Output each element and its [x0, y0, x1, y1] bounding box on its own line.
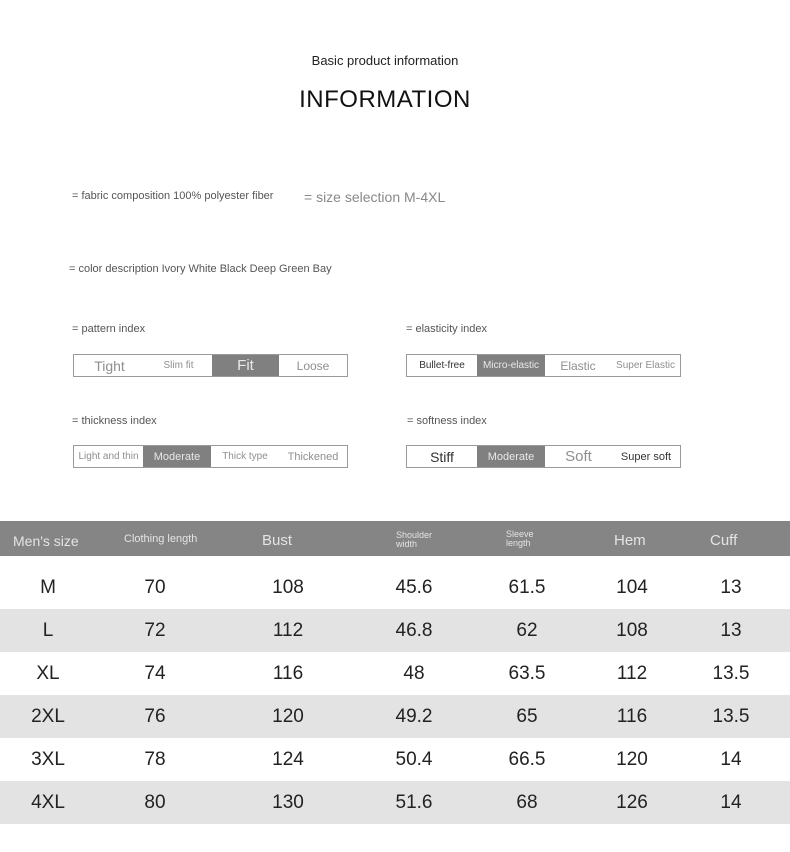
fabric-composition: = fabric composition 100% polyester fiber [72, 190, 274, 202]
cell-sleeve-length: 65 [516, 706, 538, 727]
cell-size: M [40, 577, 56, 598]
cell-hem: 126 [616, 792, 648, 813]
header-bust: Bust [262, 532, 293, 549]
softness-option-moderate: Moderate [477, 446, 545, 467]
cell-bust: 120 [272, 706, 304, 727]
table-row [0, 566, 790, 609]
color-description: = color description Ivory White Black Deep Green Bay [69, 263, 332, 275]
pattern-option-tight: Tight [94, 357, 125, 374]
table-row [0, 738, 790, 781]
cell-cuff: 14 [720, 792, 742, 813]
cell-shoulder-width: 51.6 [395, 792, 433, 813]
pattern-index-label: = pattern index [72, 323, 146, 335]
cell-clothing-length: 80 [144, 792, 166, 813]
cell-hem: 116 [616, 706, 648, 727]
pattern-option-slim-fit: Slim fit [163, 360, 194, 371]
cell-bust: 112 [272, 620, 304, 641]
header-sleeve-length: Sleeve length [506, 529, 534, 548]
thickness-option-moderate: Moderate [143, 446, 211, 467]
softness-option-super-soft: Super soft [620, 450, 672, 463]
cell-shoulder-width: 49.2 [395, 706, 433, 727]
cell-cuff: 13.5 [712, 706, 750, 727]
elasticity-index-label: = elasticity index [406, 323, 488, 335]
cell-clothing-length: 76 [144, 706, 166, 727]
cell-hem: 112 [616, 663, 648, 684]
thickness-index-scale [73, 445, 348, 468]
cell-sleeve-length: 61.5 [508, 577, 546, 598]
size-selection: = size selection M-4XL [304, 189, 446, 205]
softness-option-stiff: Stiff [430, 448, 454, 465]
cell-bust: 124 [272, 749, 304, 770]
cell-shoulder-width: 48 [403, 663, 425, 684]
cell-size: 2XL [31, 706, 65, 727]
pattern-option-loose: Loose [296, 358, 330, 373]
elasticity-option-bullet-free: Bullet-free [419, 360, 465, 371]
header-hem: Hem [614, 532, 646, 549]
cell-cuff: 13.5 [712, 663, 750, 684]
cell-clothing-length: 72 [144, 620, 166, 641]
header-shoulder-width: Shoulder width [396, 530, 433, 549]
cell-sleeve-length: 68 [516, 792, 538, 813]
cell-cuff: 13 [720, 577, 742, 598]
cell-bust: 108 [272, 577, 304, 598]
cell-bust: 116 [272, 663, 304, 684]
thickness-option-thick-type: Thick type [222, 451, 268, 462]
elasticity-option-super-elastic: Super Elastic [616, 360, 675, 371]
cell-clothing-length: 70 [144, 577, 166, 598]
elasticity-index-scale [406, 354, 681, 377]
cell-clothing-length: 78 [144, 749, 166, 770]
thickness-index-label: = thickness index [72, 415, 157, 427]
cell-sleeve-length: 62 [516, 620, 538, 641]
table-row [0, 609, 790, 652]
elasticity-option-elastic: Elastic [560, 358, 596, 373]
cell-hem: 108 [616, 620, 648, 641]
header-clothing-length: Clothing length [124, 533, 198, 545]
cell-bust: 130 [272, 792, 304, 813]
size-table [0, 521, 790, 824]
table-row [0, 652, 790, 695]
table-row [0, 695, 790, 738]
table-header [0, 521, 790, 556]
cell-hem: 104 [616, 577, 648, 598]
cell-hem: 120 [616, 749, 648, 770]
subtitle: Basic product information [311, 53, 459, 68]
pattern-index-scale [73, 354, 348, 377]
pattern-option-fit: Fit [212, 355, 279, 376]
header-cuff: Cuff [710, 532, 738, 549]
elasticity-option-micro-elastic: Micro-elastic [477, 355, 545, 376]
softness-index-scale [406, 445, 681, 468]
thickness-option-thickened: Thickened [287, 450, 339, 463]
thickness-option-light-and-thin: Light and thin [78, 451, 139, 462]
cell-size: 3XL [31, 749, 65, 770]
cell-cuff: 14 [720, 749, 742, 770]
cell-cuff: 13 [720, 620, 742, 641]
cell-size: L [42, 620, 54, 641]
header-mens-size: Men's size [13, 533, 79, 549]
cell-size: 4XL [31, 792, 65, 813]
softness-index-label: = softness index [407, 415, 487, 427]
cell-shoulder-width: 50.4 [395, 749, 433, 770]
table-row [0, 781, 790, 824]
cell-sleeve-length: 66.5 [508, 749, 546, 770]
cell-size: XL [36, 663, 60, 684]
cell-shoulder-width: 46.8 [395, 620, 433, 641]
softness-option-soft: Soft [565, 448, 592, 465]
cell-sleeve-length: 63.5 [508, 663, 546, 684]
page-title: INFORMATION [299, 86, 471, 113]
cell-clothing-length: 74 [144, 663, 166, 684]
cell-shoulder-width: 45.6 [395, 577, 433, 598]
